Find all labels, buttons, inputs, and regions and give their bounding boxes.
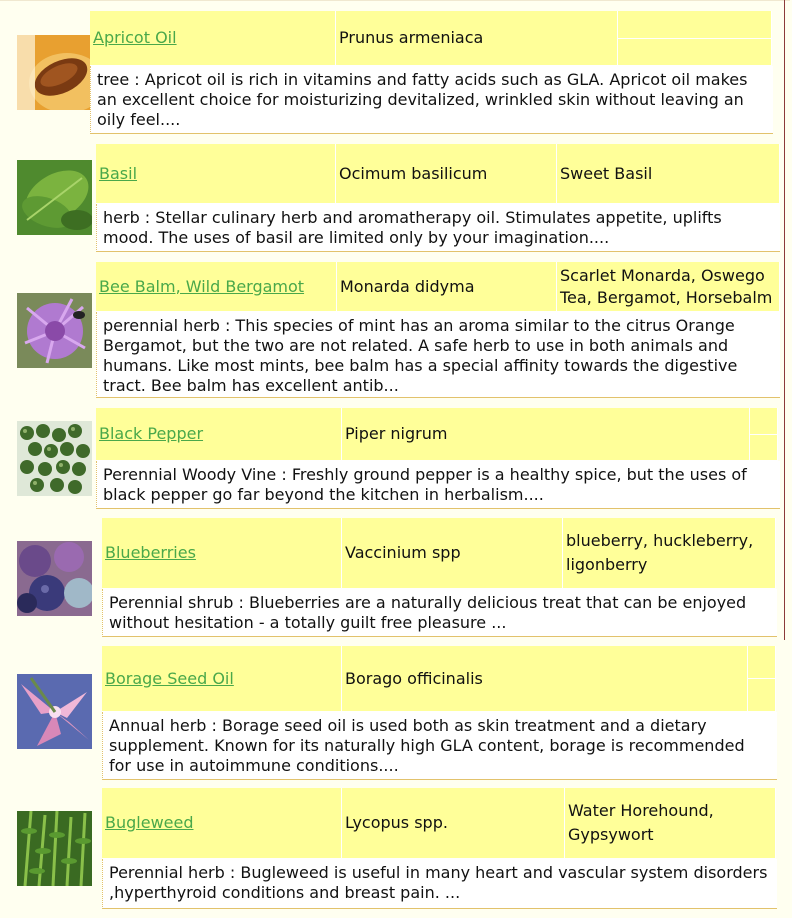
herb-name-cell — [90, 11, 336, 66]
herb-description: tree : Apricot oil is rich in vitamins and fatty acids such as GLA. Apricot oil makes an excellent choice for moisturizing devitalized, wrinkled skin without leaving an oily feel.... — [90, 66, 773, 134]
herb-description: perennial herb : This species of mint has an aroma similar to the citrus Orange Bergamot, but the two are not related. A safe herb to use in both animals and humans. Like most mints, bee balm has a special affinity towards the digestive tract. Bee balm has excellent antib... — [96, 312, 780, 398]
basil-leaf-image[interactable] — [17, 160, 92, 235]
herb-description: Perennial Woody Vine : Freshly ground pepper is a healthy spice, but the uses of black pepper go far beyond the kitchen in herbalism.... — [96, 461, 780, 509]
latin-name: Borago officinalis — [345, 668, 483, 688]
empty-cell — [750, 435, 778, 461]
common-name-cell — [557, 262, 780, 312]
common-name-cell — [557, 144, 780, 204]
common-name-cell — [563, 518, 776, 589]
common-name-cell — [618, 11, 772, 39]
common-name-cell — [565, 788, 776, 859]
herb-description: herb : Stellar culinary herb and aromatherapy oil. Stimulates appetite, uplifts mood. The uses of basil are limited only by your imagination.... — [96, 204, 780, 252]
latin-name: Piper nigrum — [345, 424, 448, 443]
common-name: blueberry, huckleberry, ligonberry — [566, 531, 754, 574]
herb-link-bugleweed[interactable]: Bugleweed — [105, 813, 194, 832]
herb-link-black-pepper[interactable]: Black Pepper — [99, 424, 204, 443]
apricot-pit-image[interactable] — [17, 35, 92, 110]
latin-name-cell — [342, 518, 563, 589]
empty-cell — [618, 39, 772, 66]
empty-cell — [748, 679, 776, 712]
latin-name: Ocimum basilicum — [339, 163, 488, 183]
latin-name: Vaccinium spp — [345, 543, 461, 562]
common-name-cell — [750, 408, 778, 435]
common-name: Scarlet Monarda, Oswego Tea, Bergamot, Horsebalm — [560, 265, 773, 307]
latin-name: Monarda didyma — [340, 276, 475, 296]
latin-name: Prunus armeniaca — [339, 28, 484, 47]
borage-flower-image[interactable] — [17, 674, 92, 749]
herb-description: Perennial shrub : Blueberries are a naturally delicious treat that can be enjoyed without hesitation - a totally guilt free pleasure ... — [102, 589, 777, 637]
herb-link-bee-balm[interactable]: Bee Balm, Wild Bergamot — [99, 276, 305, 296]
herb-description: Perennial herb : Bugleweed is useful in many heart and vascular system disorders ,hyperthyroid conditions and breast pain. ... — [102, 859, 777, 909]
latin-name-cell — [336, 144, 557, 204]
herb-link-apricot-oil[interactable]: Apricot Oil — [93, 28, 177, 47]
herb-name-cell — [102, 646, 342, 712]
herb-name-cell — [102, 518, 342, 589]
herb-name-cell — [96, 408, 342, 461]
latin-name-cell — [336, 11, 618, 66]
herb-description: Annual herb : Borage seed oil is used both as skin treatment and a dietary supplement. Known for its naturally high GLA content, borage is recommended for use in autoimmune conditions.... — [102, 712, 777, 780]
page-right-border — [784, 0, 785, 640]
page-top-border — [0, 0, 790, 1]
latin-name-cell — [337, 262, 557, 312]
herb-name-cell — [102, 788, 342, 859]
common-name-cell — [748, 646, 776, 679]
herb-link-borage-seed-oil[interactable]: Borage Seed Oil — [105, 668, 234, 688]
common-name: Water Horehound, Gypsywort — [568, 801, 714, 844]
herb-link-basil[interactable]: Basil — [99, 163, 138, 183]
blueberry-image[interactable] — [17, 541, 92, 616]
bugleweed-plant-image[interactable] — [17, 811, 92, 886]
herb-name-cell — [96, 144, 336, 204]
herb-name-cell — [96, 262, 337, 312]
peppercorn-image[interactable] — [17, 421, 92, 496]
bee-balm-flower-image[interactable] — [17, 293, 92, 368]
herb-link-blueberries[interactable]: Blueberries — [105, 543, 196, 562]
latin-name-cell — [342, 408, 750, 461]
common-name: Sweet Basil — [560, 163, 653, 183]
latin-name-cell — [342, 788, 565, 859]
latin-name-cell — [342, 646, 748, 712]
latin-name: Lycopus spp. — [345, 813, 448, 832]
